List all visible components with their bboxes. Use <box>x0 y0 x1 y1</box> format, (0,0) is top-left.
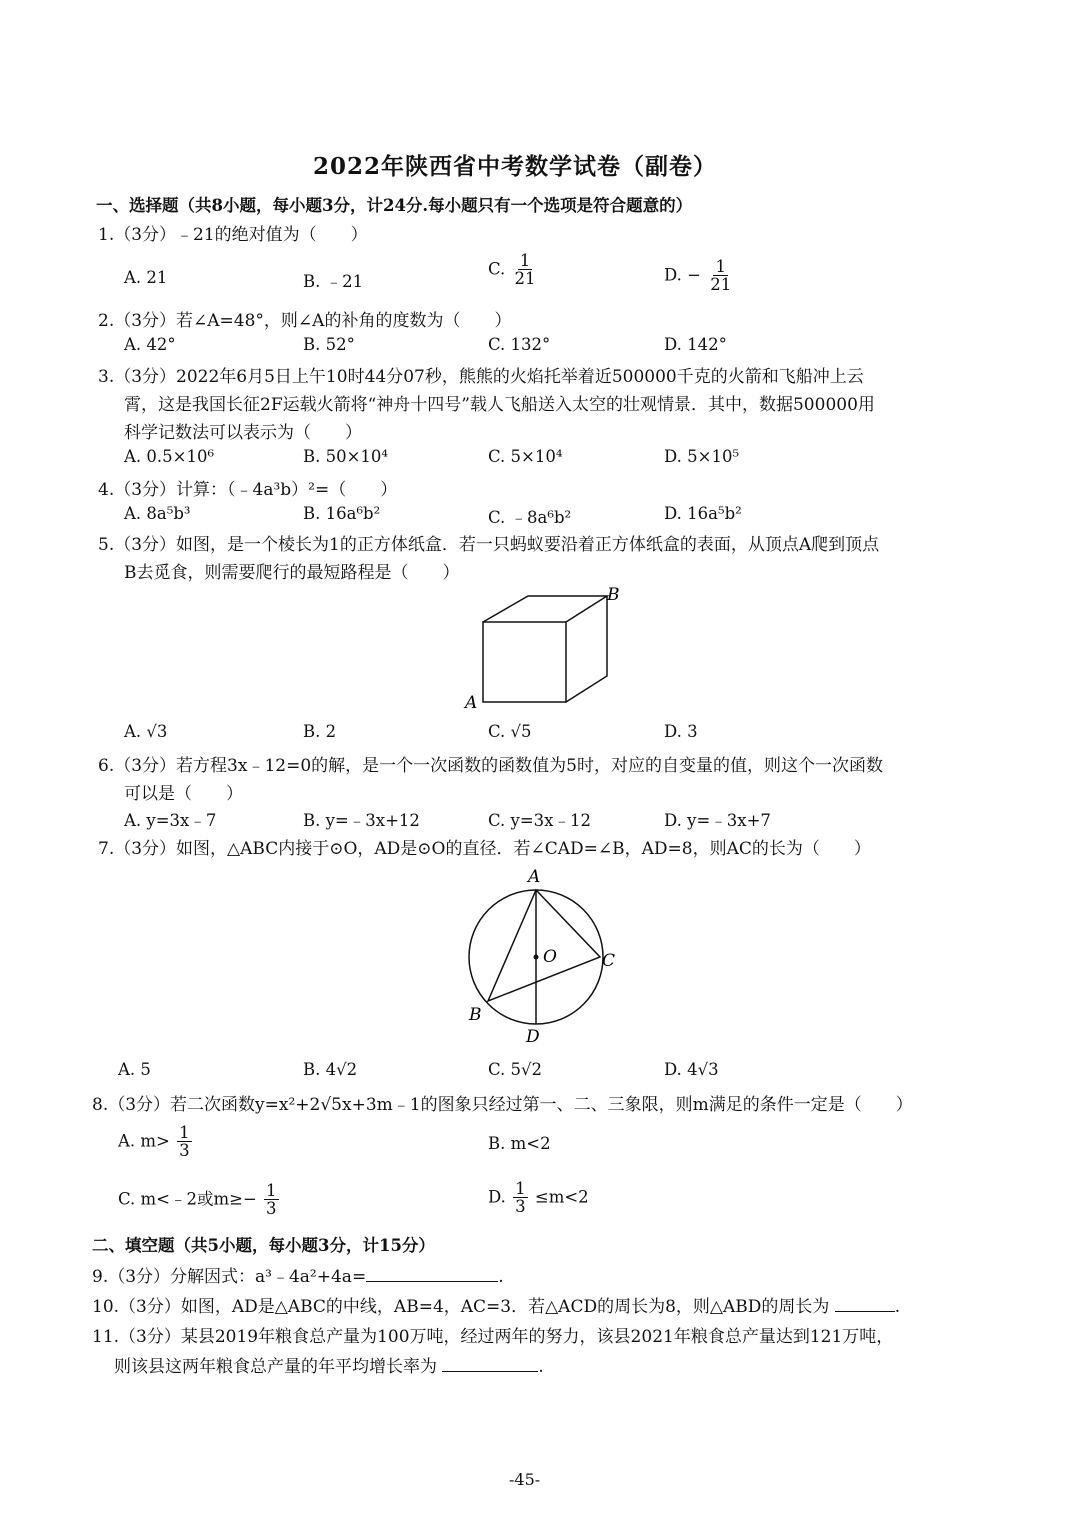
question-10-answer-blank[interactable] <box>835 1295 895 1312</box>
question-1-option-c <box>488 252 540 288</box>
question-9 <box>92 1262 504 1287</box>
question-9-answer-blank[interactable] <box>366 1265 498 1282</box>
question-2-stem: 2.（3分）若∠A=48°，则∠A的补角的度数为（ ） <box>98 311 512 331</box>
question-7-stem: 7.（3分）如图，△ABC内接于⊙O，AD是⊙O的直径．若∠CAD=∠B，AD=8，则AC的长为（ ） <box>98 839 871 859</box>
question-7-option-a: A. 5 <box>118 1060 151 1079</box>
question-8-option-a <box>118 1124 194 1160</box>
question-6-option-d: D. y=﹣3x+7 <box>664 811 771 830</box>
question-2-option-d: D. 142° <box>664 335 727 354</box>
point-label-d: D <box>526 1027 540 1047</box>
question-11-line-2-text: 则该县这两年粮食总产量的年平均增长率为 <box>114 1357 437 1377</box>
question-1-option-d <box>664 258 735 294</box>
question-8-option-a-label: A. m> <box>118 1131 170 1151</box>
question-5-line-1: 5.（3分）如图，是一个棱长为1的正方体纸盒．若一只蚂蚁要沿着正方体纸盒的表面，从顶点A爬到顶点 <box>98 535 880 555</box>
question-8-option-c <box>118 1182 281 1218</box>
question-6-option-a: A. y=3x﹣7 <box>124 811 217 830</box>
question-9-end: . <box>498 1267 504 1287</box>
page-title: 2022年陕西省中考数学试卷（副卷） <box>313 153 718 180</box>
question-7-option-c: C. 5√2 <box>488 1060 543 1079</box>
question-1-option-d-label: D. − <box>664 265 701 285</box>
question-10-stem: 10.（3分）如图，AD是△ABC的中线，AB=4，AC=3．若△ACD的周长为8，则△ABD的周长为 <box>92 1297 830 1317</box>
question-8-stem: 8.（3分）若二次函数y=x²+2√5x+3m﹣1的图象只经过第一、二、三象限，则m满足的条件一定是（ ） <box>92 1095 913 1115</box>
question-7-option-d: D. 4√3 <box>664 1060 719 1079</box>
question-4-stem: 4.（3分）计算：（﹣4a³b）²=（ ） <box>98 480 398 500</box>
cube-right-face <box>566 596 607 702</box>
center-point-o <box>534 955 539 960</box>
question-4-option-a: A. 8a⁵b³ <box>124 504 191 523</box>
question-8-option-c-label: C. m<﹣2或m≥− <box>118 1189 257 1209</box>
question-8-option-d-tail: ≤m<2 <box>534 1187 589 1207</box>
question-3-line-2: 霄，这是我国长征2F运载火箭将“神舟十四号”载人飞船送入太空的壮观情景．其中，数据500000用 <box>124 395 875 415</box>
question-5-line-2: B去觅食，则需要爬行的最短路程是（ ） <box>124 563 460 583</box>
cube-figure <box>455 580 630 715</box>
question-1-option-c-label: C. <box>488 259 506 279</box>
question-11-line-2 <box>114 1352 544 1377</box>
cube-vertex-a: A <box>465 693 478 713</box>
question-6-line-1: 6.（3分）若方程3x﹣12=0的解，是一个一次函数的函数值为5时，对应的自变量的值，则这个一次函数 <box>98 756 883 776</box>
question-5-option-a: A. √3 <box>124 722 168 741</box>
question-5-option-c: C. √5 <box>488 722 532 741</box>
section-heading-fill-in: 二、填空题（共5小题，每小题3分，计15分） <box>92 1236 435 1255</box>
question-3-option-b: B. 50×10⁴ <box>303 447 389 466</box>
cube-front-face <box>483 622 566 702</box>
question-8-option-d-label: D. <box>488 1187 506 1207</box>
question-3-line-1: 3.（3分）2022年6月5日上午10时44分07秒，熊熊的火焰托举着近500000千克的火箭和飞船冲上云 <box>98 367 864 387</box>
cube-top-face <box>483 596 607 622</box>
question-5-option-d: D. 3 <box>664 722 698 741</box>
question-8-option-c-fraction: $\frac{1}{3}$ <box>266 1181 277 1219</box>
question-11-line-1: 11.（3分）某县2019年粮食总产量为100万吨，经过两年的努力，该县2021年粮食总产量达到121万吨， <box>92 1327 894 1347</box>
question-1-option-d-fraction: $\frac{1}{21}$ <box>710 257 732 295</box>
question-8-option-d <box>488 1180 589 1216</box>
cube-vertex-b: B <box>607 585 620 605</box>
question-6-option-c: C. y=3x﹣12 <box>488 811 591 830</box>
question-6-line-2: 可以是（ ） <box>124 784 243 804</box>
circle-triangle-figure <box>455 862 630 1052</box>
question-2-option-b: B. 52° <box>303 335 355 354</box>
question-10 <box>92 1292 900 1317</box>
point-label-a: A <box>528 867 541 887</box>
question-10-end: . <box>894 1297 901 1317</box>
question-4-option-c: C. ﹣8a⁶b² <box>488 508 572 527</box>
page-number: -45- <box>509 1470 541 1489</box>
question-4-option-d: D. 16a⁵b² <box>664 504 742 523</box>
question-11-end: . <box>538 1357 544 1377</box>
question-1-option-c-fraction: $\frac{1}{21}$ <box>514 251 536 289</box>
question-3-line-3: 科学记数法可以表示为（ ） <box>124 423 362 443</box>
question-3-option-c: C. 5×10⁴ <box>488 447 563 466</box>
question-11-answer-blank[interactable] <box>442 1355 538 1372</box>
question-9-stem: 9.（3分）分解因式：a³﹣4a²+4a= <box>92 1267 367 1287</box>
section-heading-choice: 一、选择题（共8小题，每小题3分，计24分.每小题只有一个选项是符合题意的） <box>96 196 693 215</box>
question-2-option-c: C. 132° <box>488 335 551 354</box>
question-5-option-b: B. 2 <box>303 722 337 741</box>
question-6-option-b: B. y=﹣3x+12 <box>303 811 420 830</box>
question-3-option-d: D. 5×10⁵ <box>664 447 740 466</box>
question-3-option-a: A. 0.5×10⁶ <box>124 447 215 466</box>
question-1-option-b: B. ﹣21 <box>303 272 364 291</box>
triangle-abc <box>488 890 600 1001</box>
question-1-stem: 1.（3分）﹣21的绝对值为（ ） <box>98 225 368 245</box>
point-label-b: B <box>469 1005 482 1025</box>
point-label-c: C <box>602 951 616 971</box>
question-8-option-a-fraction: $\frac{1}{3}$ <box>179 1123 190 1161</box>
point-label-o: O <box>543 947 557 967</box>
question-8-option-b: B. m<2 <box>488 1134 551 1153</box>
question-2-option-a: A. 42° <box>124 335 176 354</box>
question-8-option-d-fraction: $\frac{1}{3}$ <box>515 1179 526 1217</box>
question-7-option-b: B. 4√2 <box>303 1060 358 1079</box>
question-1-option-a: A. 21 <box>124 268 168 287</box>
question-4-option-b: B. 16a⁶b² <box>303 504 381 523</box>
